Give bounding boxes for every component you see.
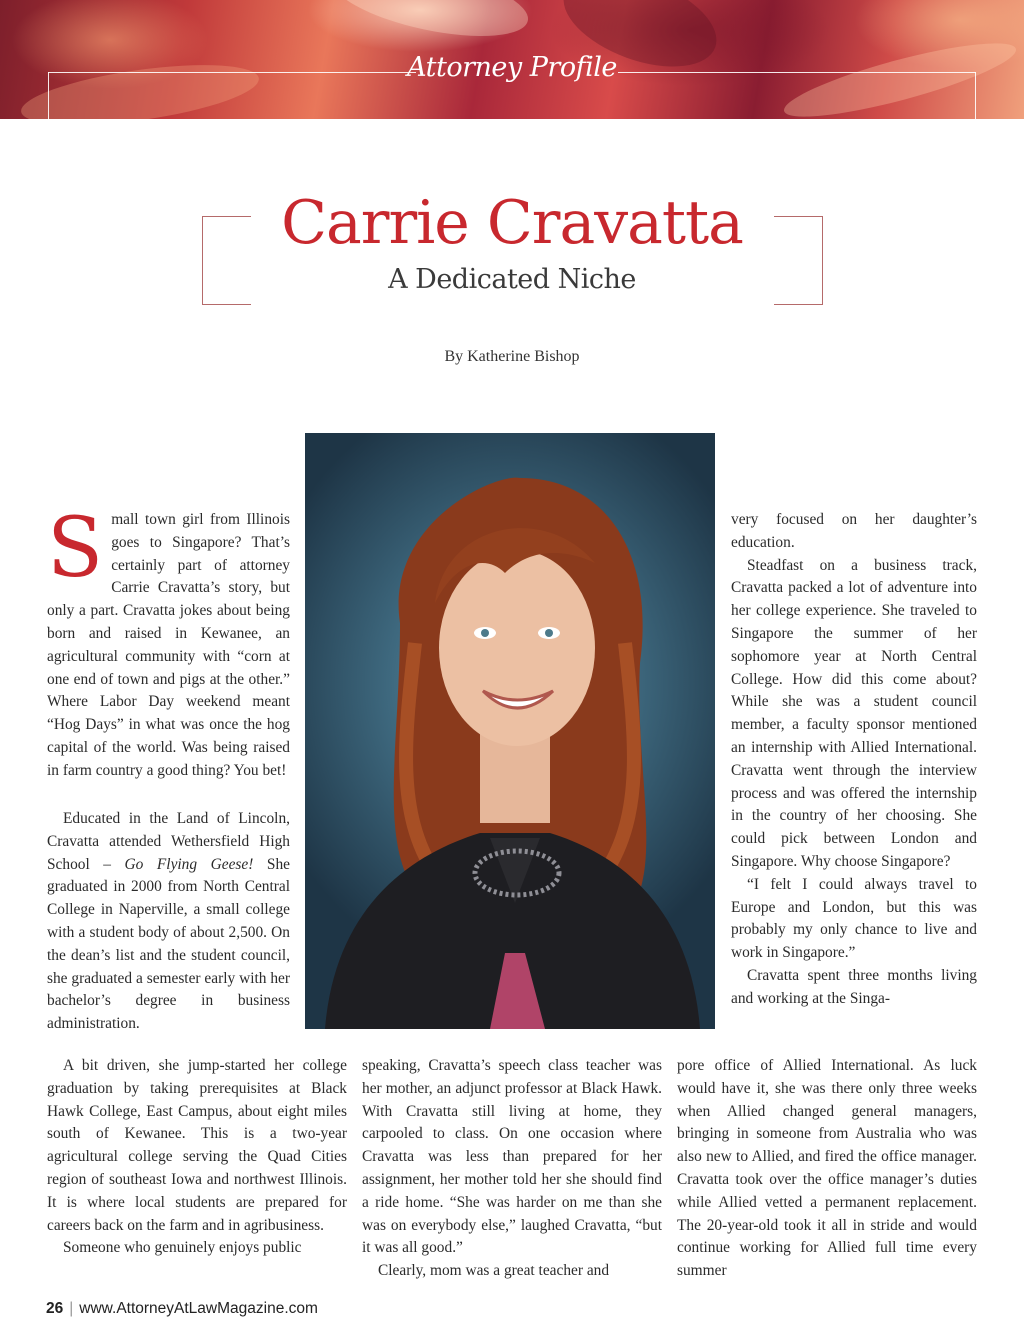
- title-block: [0, 190, 1024, 296]
- header-banner-image: [0, 0, 1024, 119]
- drop-cap: S: [47, 501, 104, 596]
- footer-separator: |: [69, 1300, 74, 1317]
- paragraph-text: Educated in the Land of Lincoln, Cravatta attended Wethersfield High School –: [47, 810, 290, 873]
- section-label: Attorney Profile: [407, 52, 617, 83]
- paragraph: speaking, Cravatta’s speech class teacher was her mother, an adjunct professor at Black Hawk. With Cravatta still living at home, they carpooled to class. On one occasion where Cravatta was less than prepared for her assignment, her mother told her she should find a ride home. “She was harder on me than she was on everybody else,” laughed Cravatta, “but it was all good.”: [362, 1057, 662, 1257]
- page-footer: [46, 1300, 318, 1318]
- paragraph-text: She graduated in 2000 from North Central College in Naperville, a small college with a student body of about 2,500. On the dean’s list and the student council, she graduated a semester early with her bachelor’s degree in business administration.: [47, 855, 290, 1033]
- article-title: Carrie Cravatta: [281, 188, 743, 258]
- article-column-2: [362, 1055, 662, 1283]
- paragraph: A bit driven, she jump-started her college graduation by taking prerequisites at Black Hawk College, East Campus, about eight miles south of Kewanee. This is a two-year agricultural college serving the Quad Cities region of southeast Iowa and northwest Illinois. It is where local students are prepared for careers back on the farm and in agribusiness.: [47, 1057, 347, 1234]
- article-column-1-bottom: [47, 1055, 347, 1260]
- emphasis-text: Go Flying Geese!: [124, 855, 254, 873]
- paragraph: [47, 808, 290, 1036]
- paragraph: “I felt I could always travel to Europe and London, but this was probably my only chance to live and work in Singapore.”: [731, 875, 977, 962]
- banner-highlight: [326, 0, 534, 50]
- paragraph: Cravatta spent three months living and working at the Singa-: [731, 966, 977, 1007]
- article-column-3: [731, 509, 977, 1011]
- article-column-3-bottom: [677, 1055, 977, 1283]
- article-subtitle: A Dedicated Niche: [388, 264, 636, 295]
- website-link[interactable]: www.AttorneyAtLawMagazine.com: [79, 1300, 318, 1317]
- article-column-1-cont: [47, 808, 290, 1036]
- article-byline: By Katherine Bishop: [444, 348, 580, 365]
- paragraph: very focused on her daughter’s education.: [731, 511, 977, 551]
- paragraph: Steadfast on a business track, Cravatta packed a lot of adventure into her college experience. She traveled to Singapore the summer of her sophomore year at North Central College. How did this come about? While she was a student council member, a faculty sponsor mentioned an internship with Allied International. Cravatta went through the interview process and was offered the internship in the country of her choosing. She could pick between London and Singapore. Why choose Singapore?: [731, 556, 977, 870]
- author-portrait-photo: [305, 433, 715, 1029]
- paragraph: pore office of Allied International. As luck would have it, she was there only three weeks when Allied changed general managers, bringing in someone from Australia who was also new to Allied, and fired the office manager. Cravatta took over the office manager’s duties while Allied vetted a permanent replacement. The 20-year-old took it all in stride and would continue working for Allied full time every summer: [677, 1057, 977, 1280]
- article-column-1: [47, 501, 290, 783]
- paragraph: Clearly, mom was a great teacher and: [378, 1262, 610, 1280]
- paragraph: Someone who genuinely enjoys public: [63, 1239, 302, 1257]
- page-number: 26: [46, 1300, 64, 1317]
- paragraph: mall town girl from Illinois goes to Singapore? That’s certainly part of attorney Carrie Cravatta’s story, but only a part. Cravatta jokes about being born and raised in Kewanee, an agricultural community with “corn at one end of town and pigs at the other.” Where Labor Day weekend meant “Hog Days” in what was once the hog capital of the world. Was being raised in farm country a good thing? You bet!: [47, 511, 290, 779]
- portrait-illustration: [305, 433, 715, 1029]
